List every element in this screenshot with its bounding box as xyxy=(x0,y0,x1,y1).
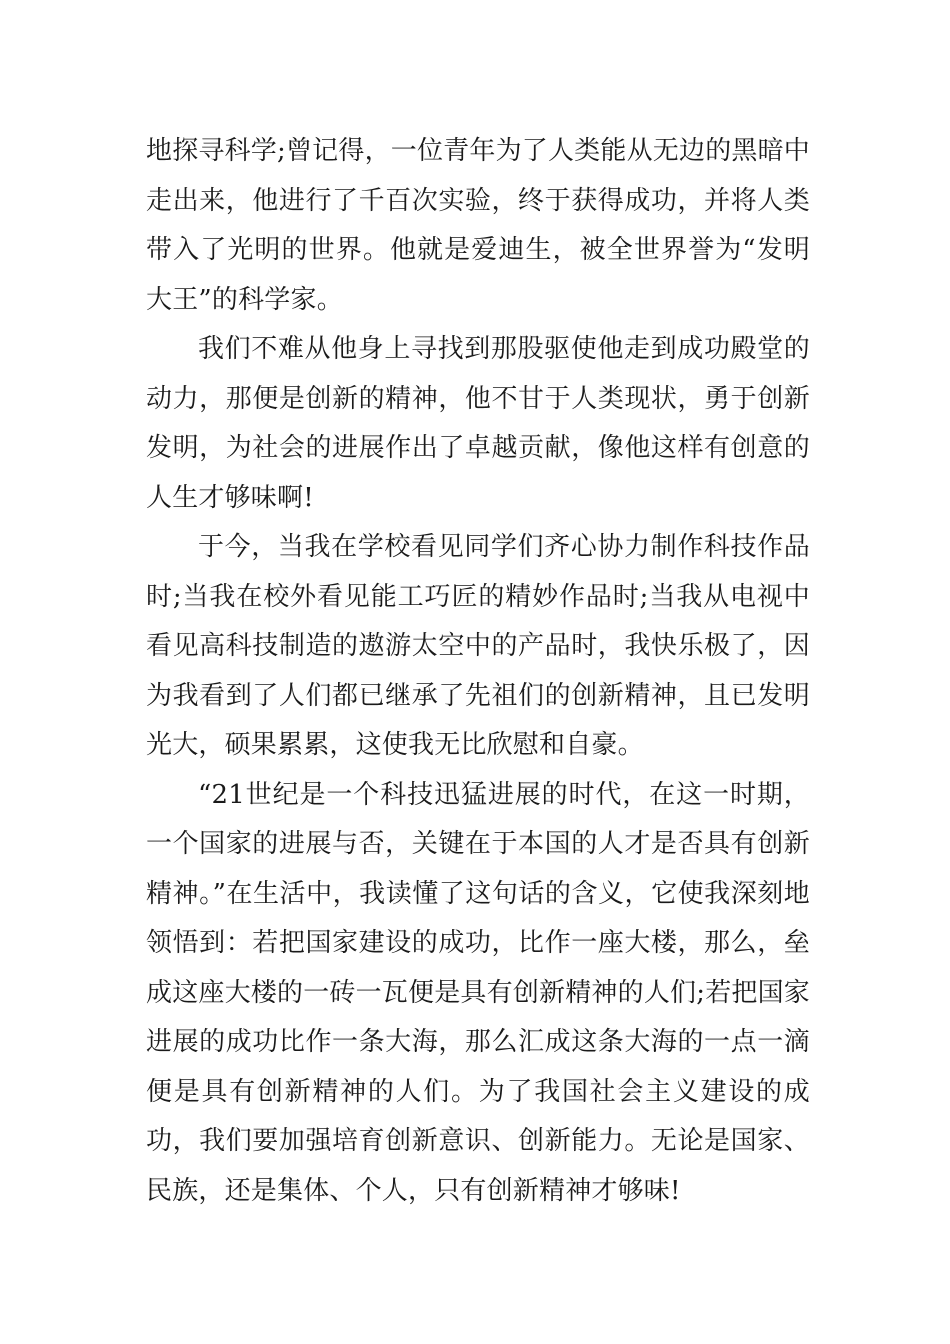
paragraph-2: 我们不难从他身上寻找到那股驱使他走到成功殿堂的动力，那便是创新的精神，他不甘于人类现状，勇于创新发明，为社会的进展作出了卓越贡献，像他这样有创意的人生才够味啊! xyxy=(146,334,810,513)
paragraph-4: “21世纪是一个科技迅猛进展的时代，在这一时期，一个国家的进展与否，关键在于本国的人才是否具有创新精神。”在生活中，我读懂了这句话的含义，它使我深刻地领悟到：若把国家建设的成功，比作一座大楼，那么，垒成这座大楼的一砖一瓦便是具有创新精神的人们;若把国家进展的成功比作一条大海，那么汇成这条大海的一点一滴便是具有创新精神的人们。为了我国社会主义建设的成功，我们要加强培育创新意识、创新能力。无论是国家、民族，还是集体、个人，只有创新精神才够味! xyxy=(146,779,810,1206)
document-body xyxy=(146,127,810,1216)
paragraph-3: 于今，当我在学校看见同学们齐心协力制作科技作品时;当我在校外看见能工巧匠的精妙作品时;当我从电视中看见高科技制造的遨游太空中的产品时，我快乐极了，因为我看到了人们都已继承了先祖们的创新精神，且已发明光大，硕果累累，这使我无比欣慰和自豪。 xyxy=(146,532,810,760)
paragraph-1: 地探寻科学;曾记得，一位青年为了人类能从无边的黑暗中走出来，他进行了千百次实验，终于获得成功，并将人类带入了光明的世界。他就是爱迪生，被全世界誉为“发明大王”的科学家。 xyxy=(146,136,810,315)
